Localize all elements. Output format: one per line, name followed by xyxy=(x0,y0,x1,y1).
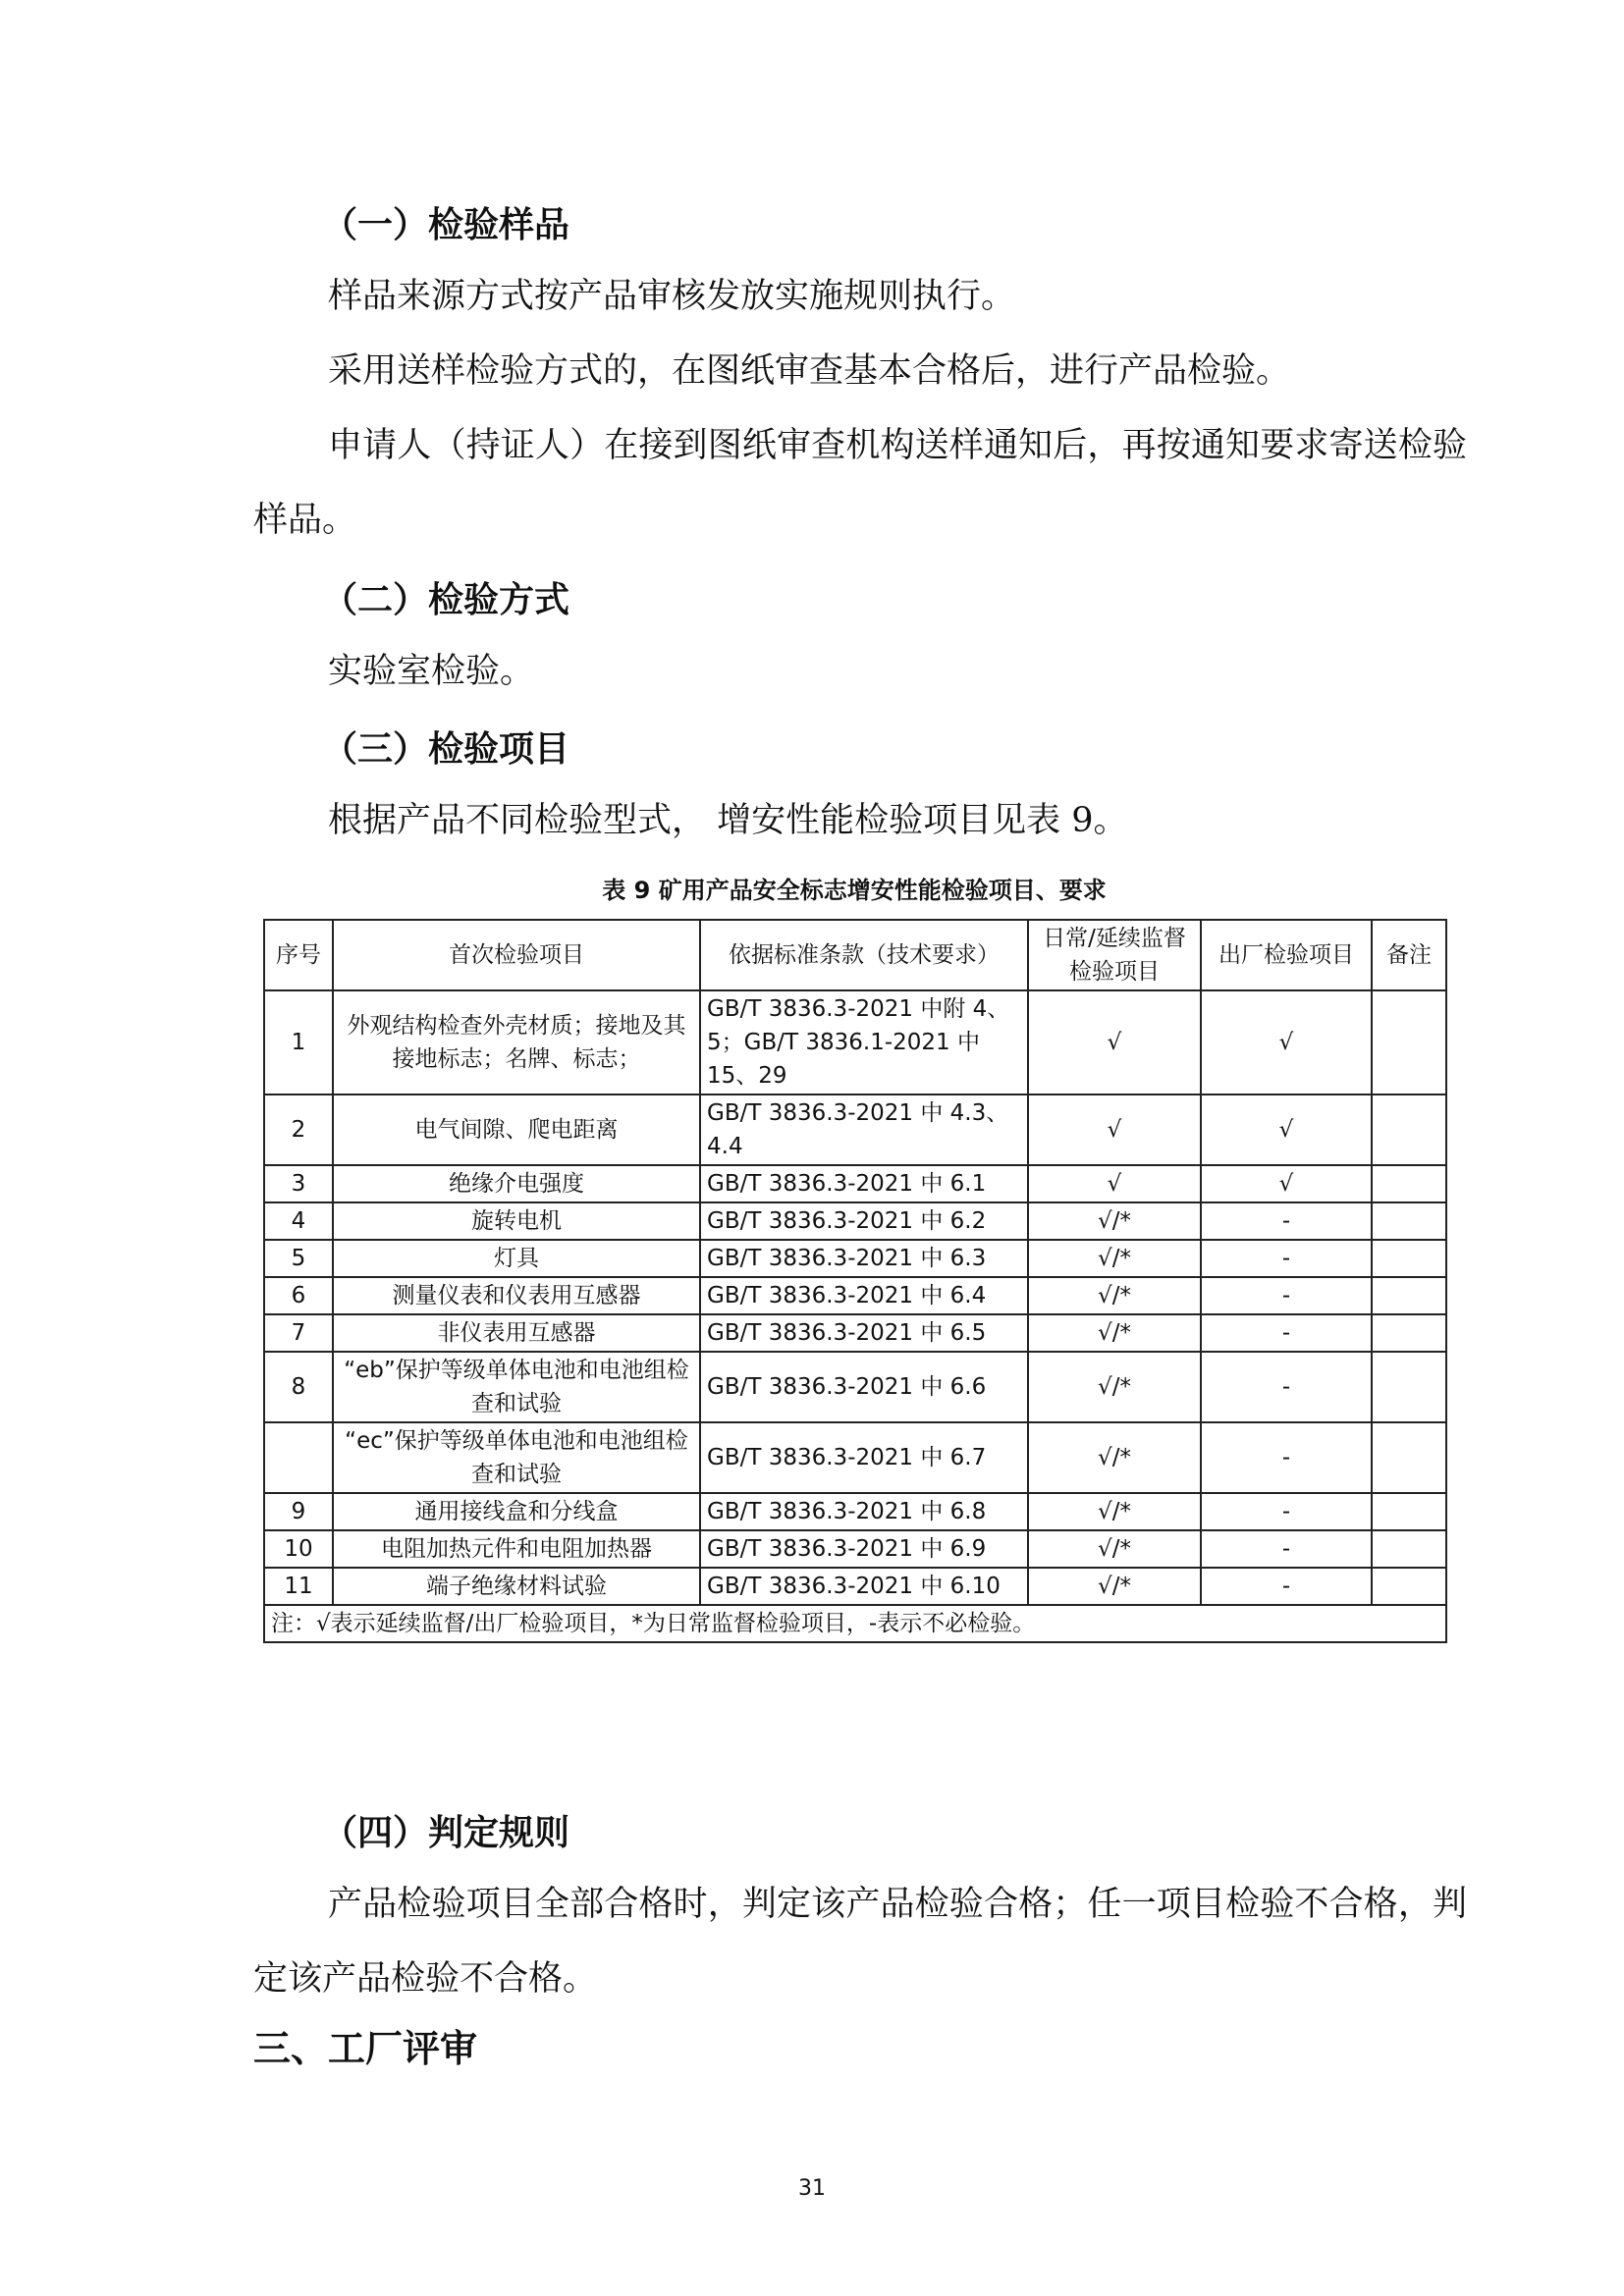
cell-item: 灯具 xyxy=(333,1240,700,1277)
table-header-row xyxy=(264,920,1446,990)
cell-remark xyxy=(1372,990,1446,1095)
cell-remark xyxy=(1372,1165,1446,1202)
cell-seq: 10 xyxy=(264,1530,333,1568)
cell-remark xyxy=(1372,1314,1446,1352)
section-heading-factory-review: 三、工厂评审 xyxy=(253,2027,478,2070)
paragraph-method: 实验室检验。 xyxy=(328,652,535,691)
table-row xyxy=(264,1530,1446,1568)
cell-factory: - xyxy=(1201,1240,1372,1277)
cell-seq: 9 xyxy=(264,1493,333,1530)
cell-factory: √ xyxy=(1201,1095,1372,1165)
cell-seq: 11 xyxy=(264,1568,333,1605)
cell-remark xyxy=(1372,1568,1446,1605)
cell-routine: √/* xyxy=(1028,1352,1201,1422)
table-row xyxy=(264,1568,1446,1605)
cell-remark xyxy=(1372,1202,1446,1240)
cell-remark xyxy=(1372,1240,1446,1277)
cell-item: 旋转电机 xyxy=(333,1202,700,1240)
page-number: 31 xyxy=(798,2176,826,2201)
cell-standard: GB/T 3836.3-2021 中 6.4 xyxy=(700,1277,1028,1314)
cell-factory: - xyxy=(1201,1493,1372,1530)
cell-factory: - xyxy=(1201,1202,1372,1240)
cell-standard: GB/T 3836.3-2021 中 4.3、4.4 xyxy=(700,1095,1028,1165)
cell-routine: √/* xyxy=(1028,1277,1201,1314)
table-row xyxy=(264,1277,1446,1314)
cell-standard: GB/T 3836.3-2021 中 6.1 xyxy=(700,1165,1028,1202)
cell-routine: √/* xyxy=(1028,1568,1201,1605)
inspection-items-table xyxy=(263,919,1447,1643)
cell-remark xyxy=(1372,1530,1446,1568)
cell-item: 外观结构检查外壳材质；接地及其接地标志；名牌、标志； xyxy=(333,990,700,1095)
cell-item: 端子绝缘材料试验 xyxy=(333,1568,700,1605)
cell-routine: √ xyxy=(1028,1095,1201,1165)
cell-routine: √/* xyxy=(1028,1202,1201,1240)
cell-routine: √/* xyxy=(1028,1422,1201,1493)
table-note: 注：√表示延续监督/出厂检验项目，*为日常监督检验项目，-表示不必检验。 xyxy=(264,1605,1446,1642)
table-row xyxy=(264,1202,1446,1240)
cell-remark xyxy=(1372,1422,1446,1493)
table-row xyxy=(264,1422,1446,1493)
cell-remark xyxy=(1372,1493,1446,1530)
paragraph-sample-source: 样品来源方式按产品审核发放实施规则执行。 xyxy=(328,277,1016,316)
section-heading-method: （二）检验方式 xyxy=(322,580,570,620)
paragraph-sample-delivery: 申请人（持证人）在接到图纸审查机构送样通知后，再按通知要求寄送检验样品。 xyxy=(253,426,1467,540)
table-row xyxy=(264,1095,1446,1165)
header-seq: 序号 xyxy=(264,920,333,990)
cell-routine: √/* xyxy=(1028,1493,1201,1530)
cell-standard: GB/T 3836.3-2021 中 6.7 xyxy=(700,1422,1028,1493)
header-standard: 依据标准条款（技术要求） xyxy=(700,920,1028,990)
cell-factory: - xyxy=(1201,1314,1372,1352)
cell-item: 绝缘介电强度 xyxy=(333,1165,700,1202)
cell-seq: 8 xyxy=(264,1352,333,1422)
cell-seq xyxy=(264,1422,333,1493)
paragraph-items: 根据产品不同检验型式， 增安性能检验项目见表 9。 xyxy=(328,801,1128,840)
cell-seq: 6 xyxy=(264,1277,333,1314)
table-row xyxy=(264,1493,1446,1530)
section-heading-items: （三）检验项目 xyxy=(322,729,570,770)
paragraph-rules: 产品检验项目全部合格时，判定该产品检验合格；任一项目检验不合格，判定该产品检验不合格。 xyxy=(253,1885,1467,1999)
cell-remark xyxy=(1372,1277,1446,1314)
section-heading-rules: （四）判定规则 xyxy=(322,1813,570,1853)
cell-item: 通用接线盒和分线盒 xyxy=(333,1493,700,1530)
cell-item: “eb”保护等级单体电池和电池组检查和试验 xyxy=(333,1352,700,1422)
cell-seq: 1 xyxy=(264,990,333,1095)
table-row xyxy=(264,1165,1446,1202)
cell-factory: √ xyxy=(1201,990,1372,1095)
table-row xyxy=(264,1352,1446,1422)
table-row xyxy=(264,990,1446,1095)
cell-standard: GB/T 3836.3-2021 中 6.2 xyxy=(700,1202,1028,1240)
cell-routine: √/* xyxy=(1028,1530,1201,1568)
cell-standard: GB/T 3836.3-2021 中 6.8 xyxy=(700,1493,1028,1530)
cell-factory: √ xyxy=(1201,1165,1372,1202)
cell-standard: GB/T 3836.3-2021 中 6.3 xyxy=(700,1240,1028,1277)
cell-seq: 2 xyxy=(264,1095,333,1165)
cell-item: 非仪表用互感器 xyxy=(333,1314,700,1352)
cell-seq: 7 xyxy=(264,1314,333,1352)
cell-factory: - xyxy=(1201,1530,1372,1568)
cell-standard: GB/T 3836.3-2021 中 6.10 xyxy=(700,1568,1028,1605)
table-note-row xyxy=(264,1605,1446,1642)
cell-routine: √ xyxy=(1028,1165,1201,1202)
cell-factory: - xyxy=(1201,1352,1372,1422)
cell-factory: - xyxy=(1201,1568,1372,1605)
cell-factory: - xyxy=(1201,1422,1372,1493)
cell-standard: GB/T 3836.3-2021 中附 4、5；GB/T 3836.1-2021 中 15、29 xyxy=(700,990,1028,1095)
header-remark: 备注 xyxy=(1372,920,1446,990)
paragraph-sample-method: 采用送样检验方式的，在图纸审查基本合格后，进行产品检验。 xyxy=(328,351,1291,391)
cell-standard: GB/T 3836.3-2021 中 6.6 xyxy=(700,1352,1028,1422)
cell-item: “ec”保护等级单体电池和电池组检查和试验 xyxy=(333,1422,700,1493)
cell-standard: GB/T 3836.3-2021 中 6.5 xyxy=(700,1314,1028,1352)
cell-routine: √/* xyxy=(1028,1240,1201,1277)
table-row xyxy=(264,1240,1446,1277)
cell-seq: 5 xyxy=(264,1240,333,1277)
header-factory: 出厂检验项目 xyxy=(1201,920,1372,990)
cell-routine: √/* xyxy=(1028,1314,1201,1352)
header-routine: 日常/延续监督检验项目 xyxy=(1028,920,1201,990)
cell-seq: 3 xyxy=(264,1165,333,1202)
cell-item: 电阻加热元件和电阻加热器 xyxy=(333,1530,700,1568)
section-heading-sample: （一）检验样品 xyxy=(322,205,570,245)
cell-standard: GB/T 3836.3-2021 中 6.9 xyxy=(700,1530,1028,1568)
cell-remark xyxy=(1372,1352,1446,1422)
cell-item: 测量仪表和仪表用互感器 xyxy=(333,1277,700,1314)
cell-seq: 4 xyxy=(264,1202,333,1240)
header-item: 首次检验项目 xyxy=(333,920,700,990)
table-row xyxy=(264,1314,1446,1352)
table-caption: 表 9 矿用产品安全标志增安性能检验项目、要求 xyxy=(602,877,1107,904)
cell-factory: - xyxy=(1201,1277,1372,1314)
cell-routine: √ xyxy=(1028,990,1201,1095)
cell-item: 电气间隙、爬电距离 xyxy=(333,1095,700,1165)
cell-remark xyxy=(1372,1095,1446,1165)
